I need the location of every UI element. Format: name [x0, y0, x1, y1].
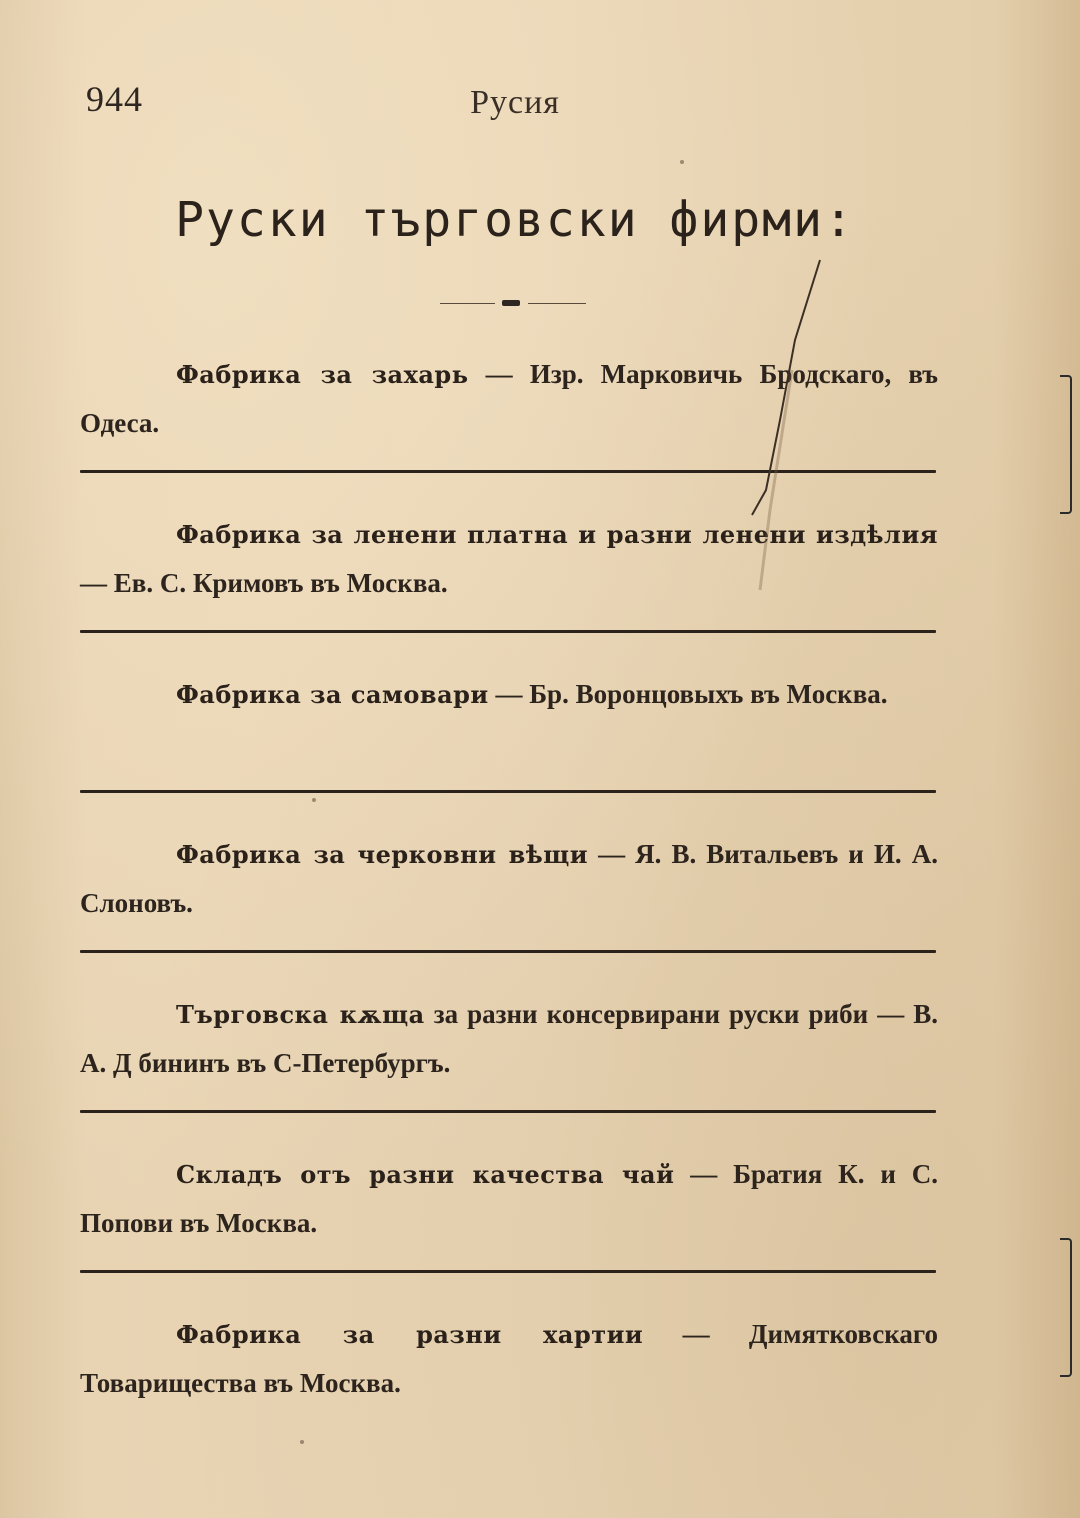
list-item: [80, 1150, 938, 1310]
entry-detail: — Я. В. Витальевъ и И. А. Слоновъ.: [80, 839, 938, 918]
entry-lead: Фабрика за черковни вѣщи: [176, 840, 588, 869]
entry-lead: Фабрика за ленени платна и разни ленени издѣлия: [176, 520, 938, 549]
entry-text: [80, 510, 938, 608]
list-item: [80, 670, 938, 830]
entry-lead: Търговска кѫща: [176, 1000, 425, 1029]
firm-list: [80, 350, 938, 1470]
running-head: Русия: [470, 84, 560, 121]
paper-speck: [680, 160, 684, 164]
entry-text: [80, 350, 938, 448]
entry-detail: — Ев. С. Кримовъ въ Москва.: [80, 568, 448, 598]
divider: [80, 790, 936, 793]
entry-detail: — Бр. Воронцовыхъ въ Москва.: [488, 679, 888, 709]
list-item: [80, 510, 938, 670]
entry-lead: Фабрика за захарь: [176, 360, 469, 389]
divider: [80, 1110, 936, 1113]
section-title: Руски търговски фирми:: [175, 192, 855, 248]
entry-text: [80, 990, 938, 1088]
entry-text: [80, 670, 938, 719]
divider: [80, 630, 936, 633]
paper-speck: [300, 1440, 304, 1444]
entry-detail: — Братия К. и С. Попови въ Москва.: [80, 1159, 938, 1238]
entry-text: [80, 1150, 938, 1248]
divider: [80, 950, 936, 953]
entry-text: [80, 1310, 938, 1408]
entry-lead: Складъ отъ разни качества чай: [176, 1160, 675, 1189]
list-item: [80, 830, 938, 990]
binding-staple-bottom: [1060, 1238, 1072, 1377]
paper-speck: [312, 798, 316, 802]
page-number: 944: [86, 79, 143, 119]
entry-detail: — Изр. Марковичь Бродскаго, въ Одеса.: [80, 359, 939, 438]
binding-staple-top: [1060, 375, 1072, 514]
list-item: [80, 350, 938, 510]
divider: [80, 470, 936, 473]
title-ornament: [440, 300, 590, 308]
entry-lead: Фабрика за самовари: [176, 680, 489, 709]
list-item: [80, 990, 938, 1150]
entry-detail: — Димятковскаго Товарищества въ Москва.: [80, 1319, 938, 1398]
divider: [80, 1270, 936, 1273]
entry-lead: Фабрика за разни хартии: [176, 1320, 644, 1349]
list-item: [80, 1310, 938, 1470]
entry-detail: за разни консервирани руски риби — В. А. Д бининъ въ С-Петербургъ.: [80, 999, 938, 1078]
entry-text: [80, 830, 938, 928]
